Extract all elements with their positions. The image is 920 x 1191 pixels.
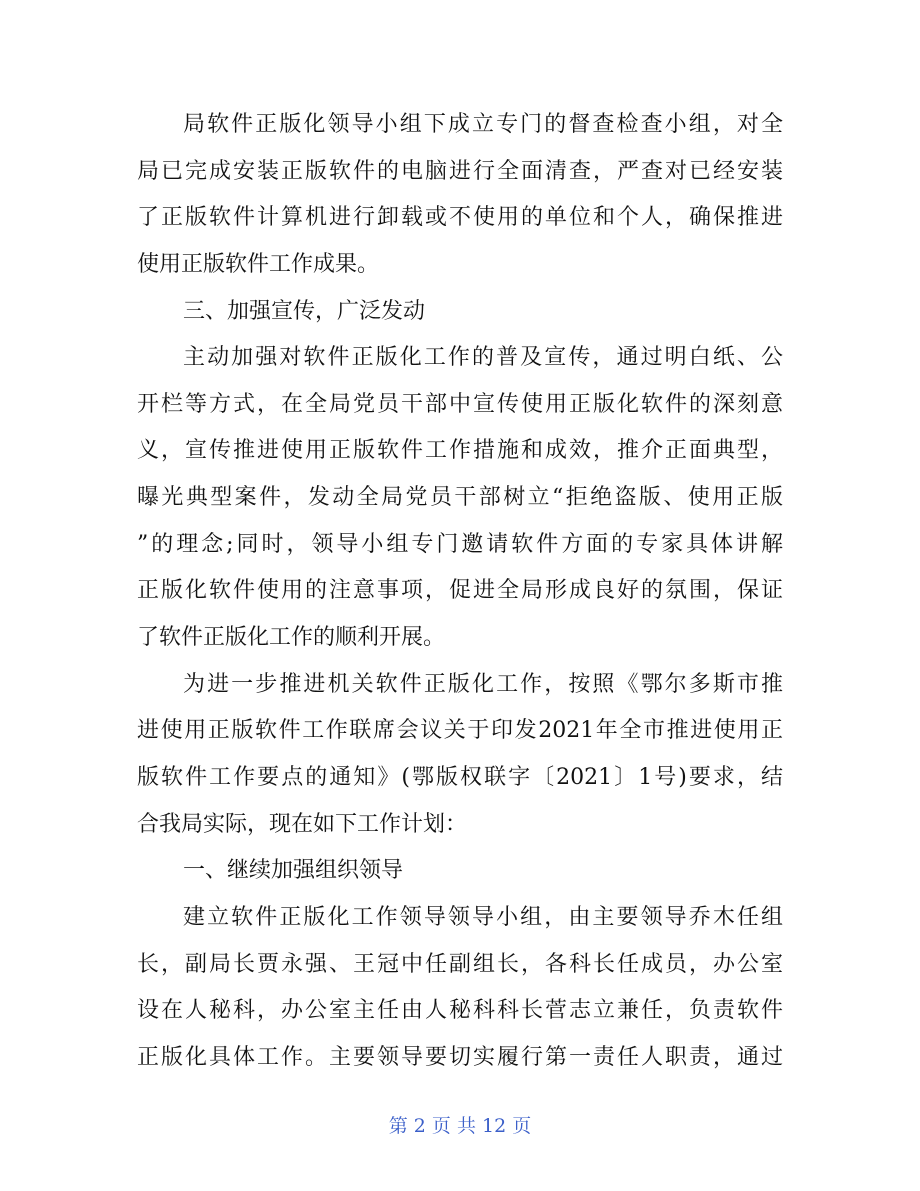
text-line: 正版化具体工作。主要领导要切实履行第一责任人职责，通过 [137, 1044, 783, 1070]
text-line: 进使用正版软件工作联席会议关于印发2021年全市推进使用正 [137, 718, 783, 744]
text-line: 一、继续加强组织领导 [183, 858, 404, 884]
text-line: 为进一步推进机关软件正版化工作，按照《鄂尔多斯市推 [183, 671, 783, 697]
document-body [137, 102, 783, 1081]
text-line: 正版化软件使用的注意事项，促进全局形成良好的氛围，保证 [137, 578, 783, 604]
text-line: 设在人秘科，办公室主任由人秘科科长菅志立兼任，负责软件 [137, 998, 783, 1024]
text-line: 版软件工作要点的通知》(鄂版权联字〔2021〕1号)要求，结 [137, 764, 783, 790]
paragraph [137, 662, 783, 849]
text-line: 曝光典型案件，发动全局党员干部树立“拒绝盗版、使用正版 [137, 485, 783, 511]
text-line: 合我局实际，现在如下工作计划： [137, 811, 468, 837]
text-line: 局已完成安装正版软件的电脑进行全面清查，严查对已经安装 [137, 158, 783, 184]
text-line: 使用正版软件工作成果。 [137, 251, 380, 277]
text-line: 建立软件正版化工作领导领导小组，由主要领导乔木任组 [183, 904, 783, 930]
text-line: 义，宣传推进使用正版软件工作措施和成效，推介正面典型， [137, 438, 783, 464]
paragraph [137, 335, 783, 661]
page-number: 第 2 页 共 12 页 [388, 1115, 532, 1137]
text-line: 开栏等方式，在全局党员干部中宣传使用正版化软件的深刻意 [137, 391, 783, 417]
text-line: 三、加强宣传，广泛发动 [183, 298, 426, 324]
section-heading [137, 848, 783, 895]
text-line: 局软件正版化领导小组下成立专门的督查检查小组，对全 [183, 112, 783, 137]
text-line: ”的理念;同时，领导小组专门邀请软件方面的专家具体讲解 [137, 531, 783, 557]
text-line: 了软件正版化工作的顺利开展。 [137, 625, 446, 651]
paragraph [137, 895, 783, 1082]
section-heading [137, 289, 783, 336]
text-line: 了正版软件计算机进行卸载或不使用的单位和个人，确保推进 [137, 205, 783, 231]
text-line: 主动加强对软件正版化工作的普及宣传，通过明白纸、公 [183, 345, 783, 371]
paragraph [137, 102, 783, 289]
text-line: 长，副局长贾永强、王冠中任副组长，各科长任成员，办公室 [137, 951, 783, 977]
